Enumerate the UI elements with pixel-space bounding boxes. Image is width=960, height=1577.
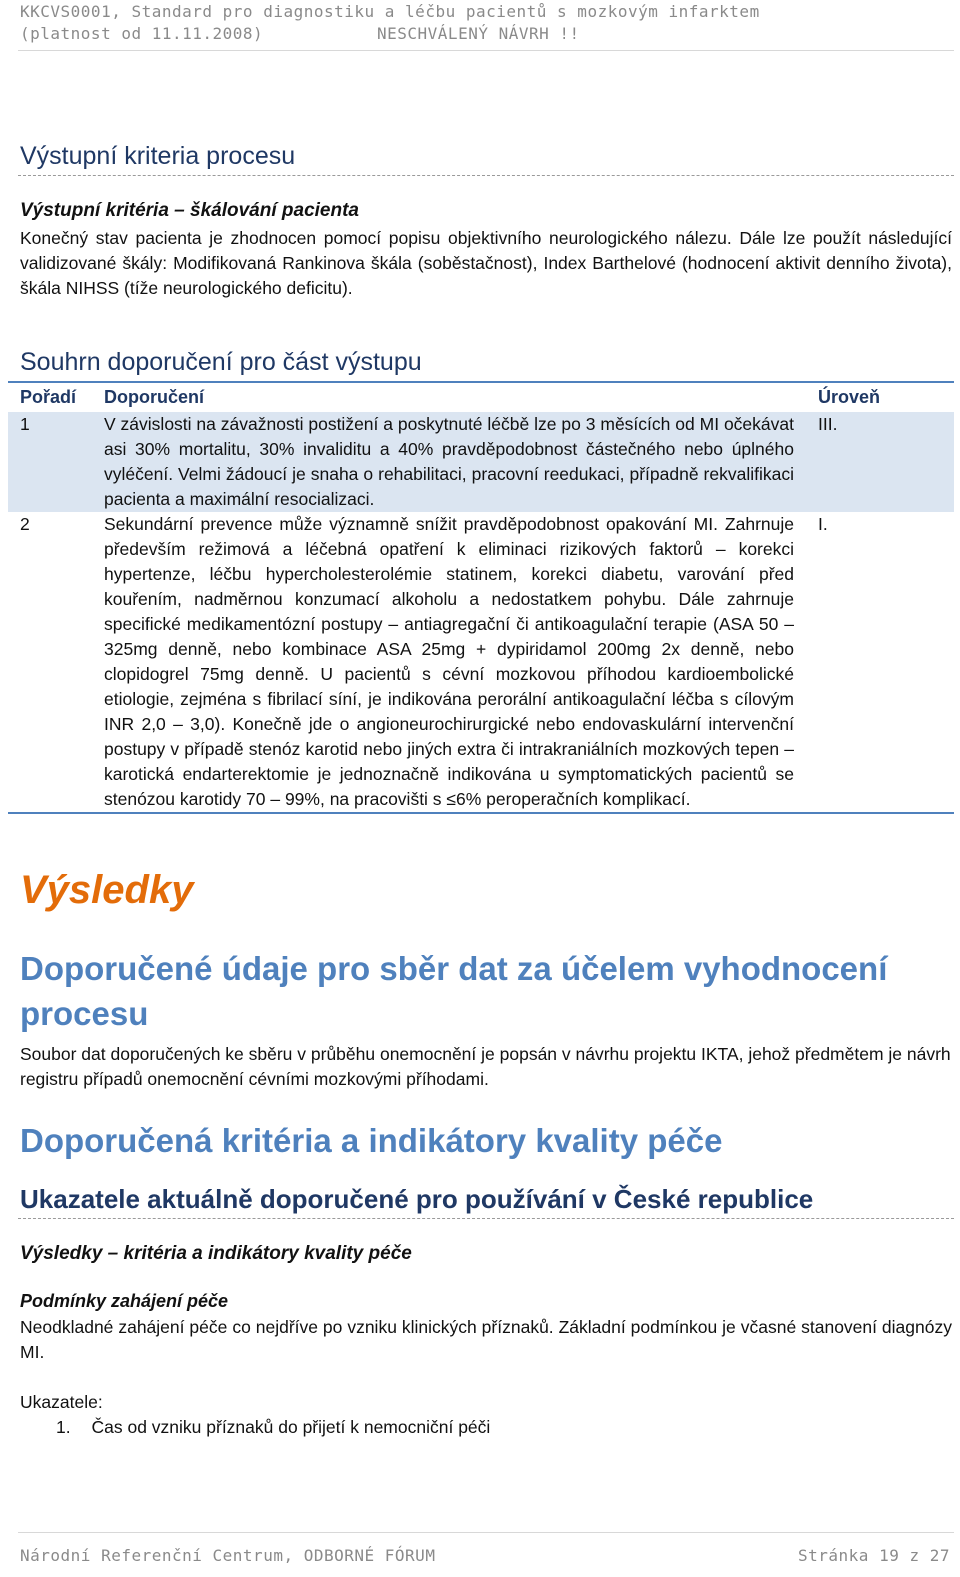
exit-criteria-paragraph: Konečný stav pacienta je zhodnocen pomocí popisu objektivního neurologického nálezu. Dále lze použít následující validizované škály: Modifikovaná Rankinova škála (soběstačnost), Index Barthelové (hodnocení aktivit denního života), škála NIHSS (tíže neurologického deficitu). xyxy=(20,228,952,298)
column-header-order: Pořadí xyxy=(20,387,77,407)
table-header xyxy=(8,385,954,412)
summary-title: Souhrn doporučení pro část výstupu xyxy=(20,348,422,376)
header-divider xyxy=(18,50,954,51)
page-number: Stránka 19 z 27 xyxy=(798,1546,950,1565)
section-divider xyxy=(18,175,954,176)
row-recommendation: V závislosti na závažnosti postižení a poskytnuté léčbě lze po 3 měsících od MI očekávat asi 30% mortalitu, 30% invaliditu a 40% pravděpodobnost částečného nebo úplného vyléčení. Velmi žádoucí je snaha o rehabilitaci, pracovní reedukaci, případně rekvalifikaci pacienta a maximální resocializaci. xyxy=(104,414,794,509)
list-item-number: 1. xyxy=(56,1417,71,1437)
row-recommendation: Sekundární prevence může významně snížit pravděpodobnost opakování MI. Zahrnuje především režimová a léčebná opatření k eliminaci rizikových faktorů – korekci hypertenze, léčbu hypercholesterolémie statinem, korekci diabetu, varování před kouřením, nadměrnou konzumací alkoholu a nedostatkem pohybu. Dále zahrnuje specifické medikamentózní postupy – antiagregační či antikoagulační terapie (ASA 50 – 325mg denně, nebo kombinace ASA 25mg + dypiridamol 200mg 2x denně, nebo clopidogrel 75mg denně. U pacientů s cévní mozkovou příhodou kardioembolické etiologie, zejména s fibrilací síní, je indikována perorální antikoagulační léčba s cílovým INR 2,0 – 3,0). Konečně jde o angioneurochirurgické nebo endovaskulární intervenční postupy v případě stenóz karotid nebo jiných extra či intrakraniálních mozkových tepen – karotická endarterektomie je jednoznačně indikována u symptomatických pacientů se stenózou karotidy 70 – 99%, na pracovišti s ≤6% peroperačních komplikací. xyxy=(104,514,794,809)
results-subheading: Výsledky – kritéria a indikátory kvality péče xyxy=(20,1243,412,1264)
row-level: III. xyxy=(818,414,838,434)
footer-divider xyxy=(18,1532,954,1533)
document-title: KKCVS0001, Standard pro diagnostiku a léčbu pacientů s mozkovým infarktem xyxy=(20,2,760,21)
results-title: Výsledky xyxy=(20,868,194,912)
list-item xyxy=(56,1415,936,1440)
table-bottom-rule xyxy=(8,812,954,814)
quality-criteria-heading: Doporučená kritéria a indikátory kvality péče xyxy=(20,1122,723,1159)
row-level: I. xyxy=(818,514,828,534)
data-collection-paragraph: Soubor dat doporučených ke sběru v průběhu onemocnění je popsán v návrhu projektu IKTA, jehož předmětem je návrh registru případů onemocnění cévními mozkovými příhodami. xyxy=(20,1044,951,1089)
recommendations-table xyxy=(8,385,954,814)
list-item-text: Čas od vzniku příznaků do přijetí k nemocniční péči xyxy=(91,1417,491,1437)
exit-criteria-subtitle: Výstupní kritéria – škálování pacienta xyxy=(20,200,359,221)
summary-title-rule xyxy=(8,381,954,383)
row-order: 1 xyxy=(20,414,30,434)
table-row xyxy=(8,512,954,812)
indicators-label: Ukazatele: xyxy=(20,1392,103,1412)
data-collection-heading: Doporučené údaje pro sběr dat za účelem vyhodnocení procesu xyxy=(20,950,888,1032)
column-header-recommendation: Doporučení xyxy=(104,387,205,407)
footer-organization: Národní Referenční Centrum, ODBORNÉ FÓRUM xyxy=(20,1546,436,1565)
conditions-label: Podmínky zahájení péče xyxy=(20,1291,229,1311)
draft-notice: NESCHVÁLENÝ NÁVRH !! xyxy=(377,24,580,43)
section-title-exit-criteria: Výstupní kriteria procesu xyxy=(20,142,296,170)
section-divider xyxy=(18,1218,954,1219)
conditions-paragraph: Neodkladné zahájení péče co nejdříve po vzniku klinických příznaků. Základní podmínkou je včasné stanovení diagnózy MI. xyxy=(20,1317,952,1362)
indicators-heading: Ukazatele aktuálně doporučené pro používání v České republice xyxy=(20,1184,814,1214)
table-row xyxy=(8,412,954,512)
row-order: 2 xyxy=(20,514,30,534)
column-header-level: Úroveň xyxy=(818,387,881,407)
validity-date: (platnost od 11.11.2008) xyxy=(20,24,264,43)
